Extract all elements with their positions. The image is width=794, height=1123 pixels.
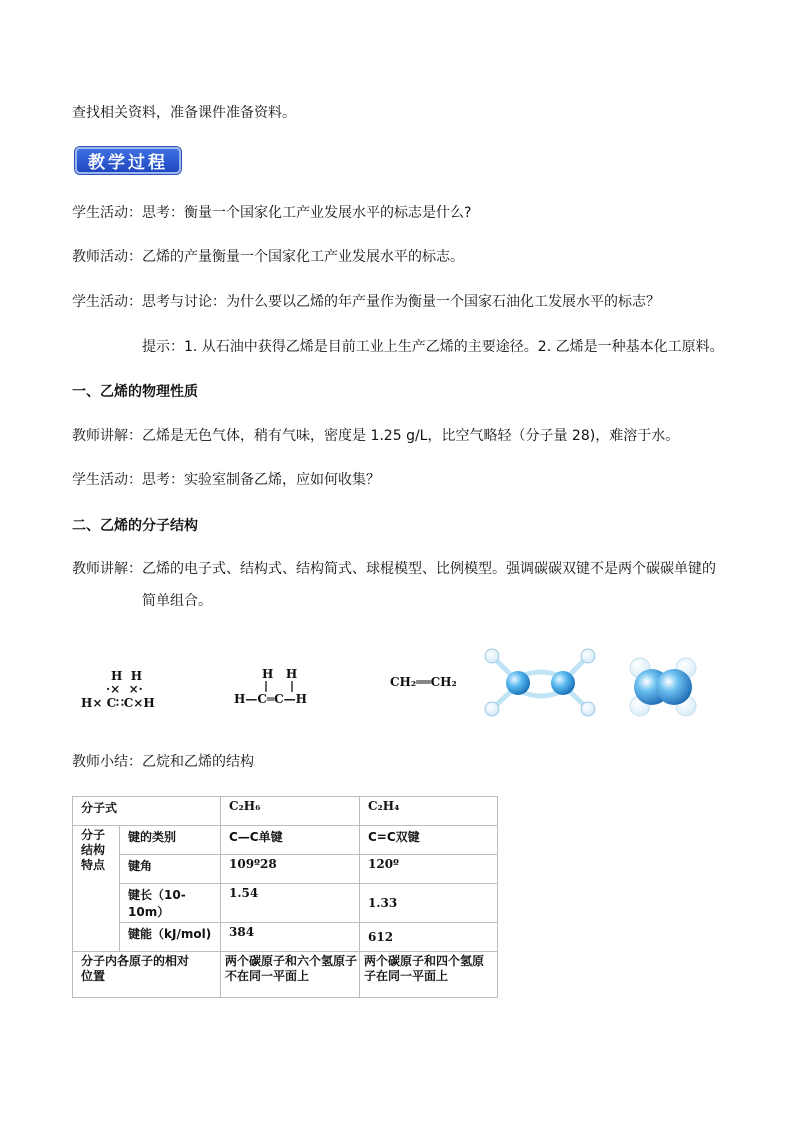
table-cell: 120º (360, 855, 498, 884)
line-hint: 提示：1. 从石油中获得乙烯是目前工业上生产乙烯的主要途径。2. 乙烯是一种基本化工原料。 (142, 339, 724, 355)
electron-formula-bottom: H× C∷C×H (81, 696, 155, 710)
table-cell: 1.33 (360, 884, 498, 923)
structure-comparison-table (72, 796, 498, 998)
ball-stick-model (480, 645, 600, 721)
line-teacher-summary: 教师小结：乙烷和乙烯的结构 (72, 754, 254, 770)
table-cell: 键长（10-10m） (120, 884, 221, 923)
table-cell: 两个碳原子和六个氢原子不在同一平面上 (221, 952, 360, 998)
line-teacher-explain-1: 教师讲解：乙烯是无色气体，稍有气味，密度是 1.25 g/L，比空气略轻（分子量 28)，难溶于水。 (72, 428, 680, 444)
line-student-collect: 学生活动：思考：实验室制备乙烯，应如何收集？ (72, 472, 380, 488)
header-cell-ethane: C₂H₆ (221, 797, 360, 826)
table-row (73, 923, 498, 952)
prep-line: 查找相关资料，准备课件准备资料。 (72, 105, 296, 121)
electron-formula-mid: ·× ×· (106, 682, 143, 696)
table-cell: C=C双键 (360, 826, 498, 855)
structural-formula-bottom: H—C═C—H (234, 692, 308, 706)
table-row (73, 952, 498, 998)
line-student-discussion: 学生活动：思考与讨论：为什么要以乙烯的年产量作为衡量一个国家石油化工发展水平的标志？ (72, 294, 660, 310)
teaching-process-badge: 教学过程 (75, 147, 181, 174)
table-cell: 两个碳原子和四个氢原子在同一平面上 (360, 952, 498, 998)
line-teacher-explain-2a: 教师讲解：乙烯的电子式、结构式、结构简式、球棍模型、比例模型。强调碳碳双键不是两个碳碳单键的 (72, 561, 716, 577)
line-student-think: 学生活动：思考：衡量一个国家化工产业发展水平的标志是什么? (72, 205, 472, 221)
table-cell: C—C单键 (221, 826, 360, 855)
table-cell: 键角 (120, 855, 221, 884)
structural-formula-top: H H (262, 667, 298, 681)
section-molecular-structure: 二、乙烯的分子结构 (72, 518, 198, 534)
table-cell: 384 (221, 923, 360, 952)
header-cell-ethylene: C₂H₄ (360, 797, 498, 826)
line-teacher-activity: 教师活动：乙烯的产量衡量一个国家化工产业发展水平的标志。 (72, 249, 464, 265)
table-row (73, 884, 498, 923)
table-cell: 612 (360, 923, 498, 952)
space-filling-model (628, 656, 698, 718)
group-cell: 分子结构特点 (73, 826, 120, 952)
table-cell: 键的类别 (120, 826, 221, 855)
table-cell: 109º28 (221, 855, 360, 884)
table-row (73, 797, 498, 826)
electron-formula-top: H H (111, 669, 143, 683)
line-teacher-explain-2b: 简单组合。 (142, 593, 212, 609)
table-cell: 分子内各原子的相对位置 (73, 952, 221, 998)
table-cell: 1.54 (221, 884, 360, 923)
header-cell: 分子式 (73, 797, 221, 826)
table-cell: 键能（kJ/mol) (120, 923, 221, 952)
condensed-formula: CH₂══CH₂ (390, 675, 457, 689)
table-row (73, 826, 498, 855)
section-physical-properties: 一、乙烯的物理性质 (72, 384, 198, 400)
table-row (73, 855, 498, 884)
